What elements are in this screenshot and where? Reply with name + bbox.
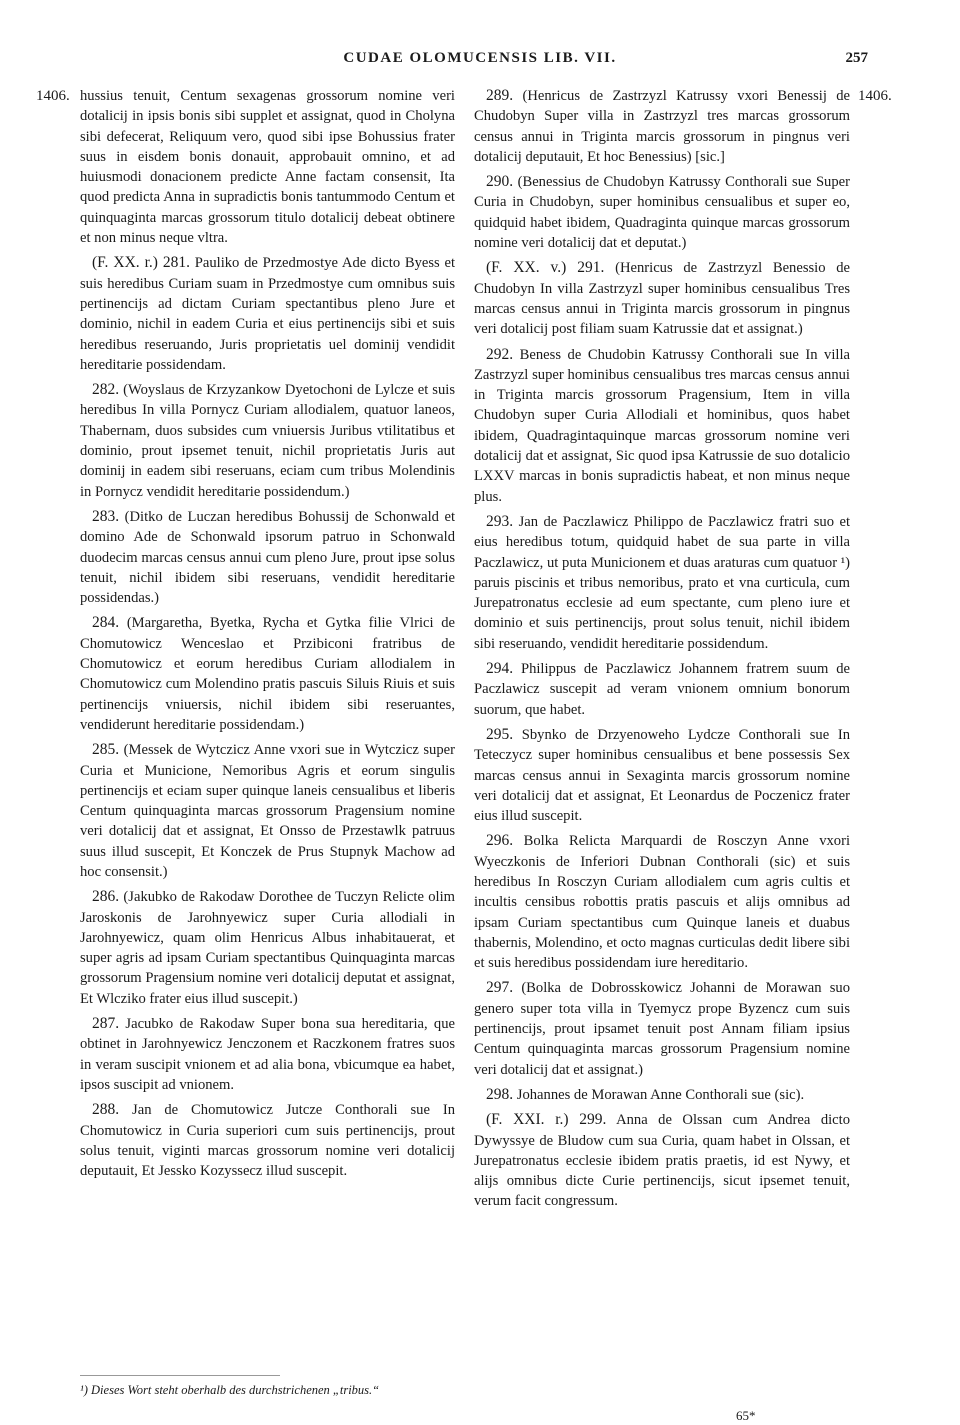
entry-number: 292. [486, 345, 514, 363]
entry-paragraph [80, 740, 455, 882]
entry-number: 294. [486, 660, 514, 678]
entry-text: Jacubko de Rakodaw Super bona sua hereditaria, que obtinet in Jarohnyewicz Jenczonem et Raczkonem fratres suos in veram suscipit vnionem et ad alia bona, vbicumque ea habet, ipsos suscipit ad vnionem. [80, 1016, 455, 1093]
entry-text: Anna de Olssan cum Andrea dicto Dywyssye de Bludow cum sua Curia, quam habet in Olssan, et Jurepatronatus ecclesie ibidem pratis praetis, id est Nywy, et alijs omnibus dicte Curie pertinencijs, sicut ipsemet tenuit, verum facit congressum. [474, 1112, 850, 1210]
entry-number: 286. [92, 888, 120, 906]
entry-text: (Bolka de Dobrosskowicz Johanni de Morawan suo genero super tota villa in Tyemycz prope Byzencz cum suis pertinencijs, prout ipsamet tenuit post Annam filiam ipsius Centum quinquaginta marcas grossorum Pragensium nomine veri dotalicij dat et assignat.) [474, 980, 851, 1078]
entry-paragraph [474, 659, 850, 720]
entry-text: Philippus de Paczlawicz Johannem fratrem suum de Paczlawicz suscepit ad veram vnionem omnium bonorum suorum, que habet. [474, 661, 850, 718]
entry-paragraph [80, 613, 455, 735]
entry-number: 295. [486, 725, 514, 743]
entry-paragraph [474, 725, 850, 826]
entry-paragraph [474, 86, 850, 167]
entry-text: Jan de Paczlawicz Philippo de Paczlawicz fratri suo et eius heredibus totum, quidquid habet de sua parte in villa Paczlawicz, ut puta Municionem et duas araturas cum quatuor ¹) paruis piscinis et tribus nemoribus, prato et vna curticula, cum Jurepatronatus ecclesie ad eum spectante, cum pleno iure et dominio et suis pertinencijs, prout solus tenuit, nichil ibidem sibi reseruando, vendidit hereditarie possidendum. [474, 513, 850, 652]
entry-paragraph [474, 172, 850, 253]
entry-number: (F. XX. v.) 291. [486, 259, 605, 277]
left-column [80, 86, 455, 1186]
entry-text: Pauliko de Przedmostye Ade dicto Byess et suis heredibus Curiam suam in Przedmostye cum omnibus suis pertinencijs ad dictam Curiam spectantibus pleno Jure et dominio, nichil in eadem Curia et eius pertinencijs sibi et suis heredibus reseruando, Juris proprietatis uel dominij vendidit hereditarie possidendam. [80, 255, 455, 373]
right-column [474, 86, 850, 1217]
entry-number: 284. [92, 614, 120, 632]
entry-number: (F. XXI. r.) 299. [486, 1111, 607, 1129]
entry-paragraph [474, 1110, 850, 1211]
entry-number: 288. [92, 1101, 120, 1119]
margin-year-right: 1406. [858, 88, 892, 104]
entry-text: hussius tenuit, Centum sexagenas grossorum nomine veri dotalicij in ipsis bonis sibi supplet et assignat, quod in Cholyna sibi defecerat, Reliquum vero, quod sibi ipse Bohussius frater suus in eisdem bonis donauit, approbauit omnino, et ad huiusmodi donacionem predicte Anne factam consensit, Ita quod predicta Anna in supradictis bonis tantummodo Centum et quinquaginta marcas grossorum titulo dotalicij debeat obtinere et non minus neque vltra. [80, 88, 455, 247]
entry-paragraph [80, 887, 455, 1009]
entry-number: 282. [92, 381, 120, 399]
footnote: ¹) Dieses Wort steht oberhalb des durchstrichenen „tribus.“ [80, 1383, 380, 1397]
entry-number: 287. [92, 1015, 120, 1033]
entry-number: 290. [486, 173, 514, 191]
entry-number: 289. [486, 87, 514, 104]
entry-paragraph [474, 831, 850, 973]
entry-text: (Messek de Wytczicz Anne vxori sue in Wytczicz super Curia et Municione, Nemoribus Agris et eorum singulis pertinencijs et eciam super quinque laneis censualibus et liberis Centum quinquaginta marcas grossorum Pragensium nomine veri dotalicij dat et assignat, Et Onsso de Przestawlk patruus suus illud suscepit, Et Konczek de Prus Stupnyk Machow ad hoc consensit.) [80, 742, 455, 880]
entry-paragraph [474, 512, 850, 654]
entry-text: Bolka Relicta Marquardi de Rosczyn Anne vxori Wyeczkonis de Inferiori Dubnan Conthorali (sic) et suis heredibus In Rosczyn Curiam allodialem cum agris cultis et incultis censibus robottis pratis pascuis et alijs omnibus ad ipsam Curiam spectantibus cum Quinque laneis et duabus thabernis, Molendino, et octo magnas curticulas dedit libere sibi et suis heredibus possidendam iure hereditario. [474, 833, 850, 972]
entry-number: 296. [486, 832, 514, 850]
entry-text: (Benessius de Chudobyn Katrussy Conthorali sue Super Curia in Chudobyn, super hominibus censualibus et super eo, quidquid habet ibidem, Quadraginta quinque marcas grossorum nomine veri dotalicij dat et deputat.) [474, 174, 850, 252]
entry-number: 283. [92, 507, 120, 525]
entry-text: Beness de Chudobin Katrussy Conthorali sue In villa Zastrzyzl super hominibus censualibus tres marcas census annui in Triginta marcis grossorum Pragensium, Item in villa Chudobyn super Curia Allodiali et hominibus, quos habet ibidem, Quadragintaquinque marcas grossorum nomine veri dotalicij dat et assignat, Sic quod ipsa Katrussie de suo dotalicio LXXV marcas in bonis supradictis habeat, et non minus neque plus. [474, 346, 850, 505]
page-number: 257 [845, 50, 868, 66]
entry-number: 298. [486, 1085, 514, 1103]
entry-paragraph [474, 345, 850, 507]
margin-year-left: 1406. [36, 88, 70, 104]
entry-paragraph [474, 1085, 850, 1105]
entry-paragraph [80, 253, 455, 375]
entry-text: Johannes de Morawan Anne Conthorali sue (sic). [516, 1086, 805, 1103]
entry-paragraph [80, 507, 455, 608]
entry-text: Jan de Chomutowicz Jutcze Conthorali sue In Chomutowicz in Curia superiori cum suis pertinencijs, prout solus tenuit, viginti marcas grossorum nomine veri dotalicij deputauit, Et Jessko Kozyssecz illud suscepit. [80, 1102, 455, 1180]
entry-text: (Jakubko de Rakodaw Dorothee de Tuczyn Relicte olim Jaroskonis de Jarohnyewicz super Curia allodiali in Jarohnyewicz, quam olim Henricus Albus inhabitauerat, et super agris ad ipsam Curiam spectantibus Quinquaginta marcas grossorum Pragensium nomine veri dotalicij deputat et assignat, Et Wlcziko frater eius illud suscepit.) [80, 889, 455, 1007]
entry-text: (Ditko de Luczan heredibus Bohussij de Schonwald et domino Ade de Schonwald ipsorum patruo in Schonwald duodecim marcas census annui cum pleno Jure, prout ipse solus tenuit, nichil ibidem sibi reseruans, vendidit hereditarie possidendas.) [80, 508, 455, 607]
entry-paragraph [80, 86, 455, 248]
entry-paragraph [80, 1100, 455, 1181]
entry-text: Sbynko de Drzyenoweho Lydcze Conthorali sue In Teteczycz super hominibus censualibus et bene possessis Sex marcas census annui in Sexaginta marcis grossorum nomine veri dotalicij dat et assignat, Et Leonardus de Poczenicz frater eius illud suscepit. [474, 726, 850, 825]
entry-text: (Henricus de Zastrzyzl Katrussy vxori Benessij de Chudobyn Super villa in Zastrzyzl tres marcas grossorum census annui in Triginta marcis grossorum in pingnus veri dotalicij deputauit, Et hoc Benessius) [sic.] [474, 88, 850, 165]
entry-text: (Margaretha, Byetka, Rycha et Gytka filie Vlrici de Chomutowicz Wenceslao et Przibiconi fratribus de Chomutowicz et eorum heredibus Curiam allodialem in Chomutowicz cum Molendino pratis pascuis Siluis Riuis et suis pertinencijs vniuersis, nichil ibidem sibi reseruantes, vendiderunt hereditarie possidendam.) [80, 615, 455, 733]
entry-number: 293. [486, 512, 514, 530]
entry-paragraph [80, 380, 455, 502]
entry-number: (F. XX. r.) 281. [92, 254, 191, 272]
running-title: CUDAE OLOMUCENSIS LIB. VII. [343, 50, 617, 66]
entry-paragraph [80, 1014, 455, 1095]
entry-paragraph [474, 258, 850, 339]
entry-text: (Woyslaus de Krzyzankow Dyetochoni de Lylcze et suis heredibus In villa Pornycz Curiam allodialem, quatuor laneos, Thabernam, duos subsides cum vniuersis Juribus vtilitatibus et dominio, prout ipsemet tenuit, nichil proprietatis Juris aut dominij in eadem sibi reseruans, eciam cum tribus Molendinis in Pornycz vendidit hereditarie possidendum.) [80, 382, 455, 500]
entry-text: (Henricus de Zastrzyzl Benessio de Chudobyn In villa Zastrzyzl super hominibus censualibus Tres marcas census annui in Triginta marcis grossorum in pingnus veri dotalicij post filiam suam Katrussie dat et assignat.) [474, 260, 851, 338]
entry-number: 285. [92, 741, 120, 759]
printer-signature: 65* [736, 1408, 756, 1423]
entry-number: 297. [486, 979, 514, 997]
page-header [0, 50, 960, 74]
entry-paragraph [474, 978, 850, 1079]
footnote-rule [80, 1375, 280, 1376]
